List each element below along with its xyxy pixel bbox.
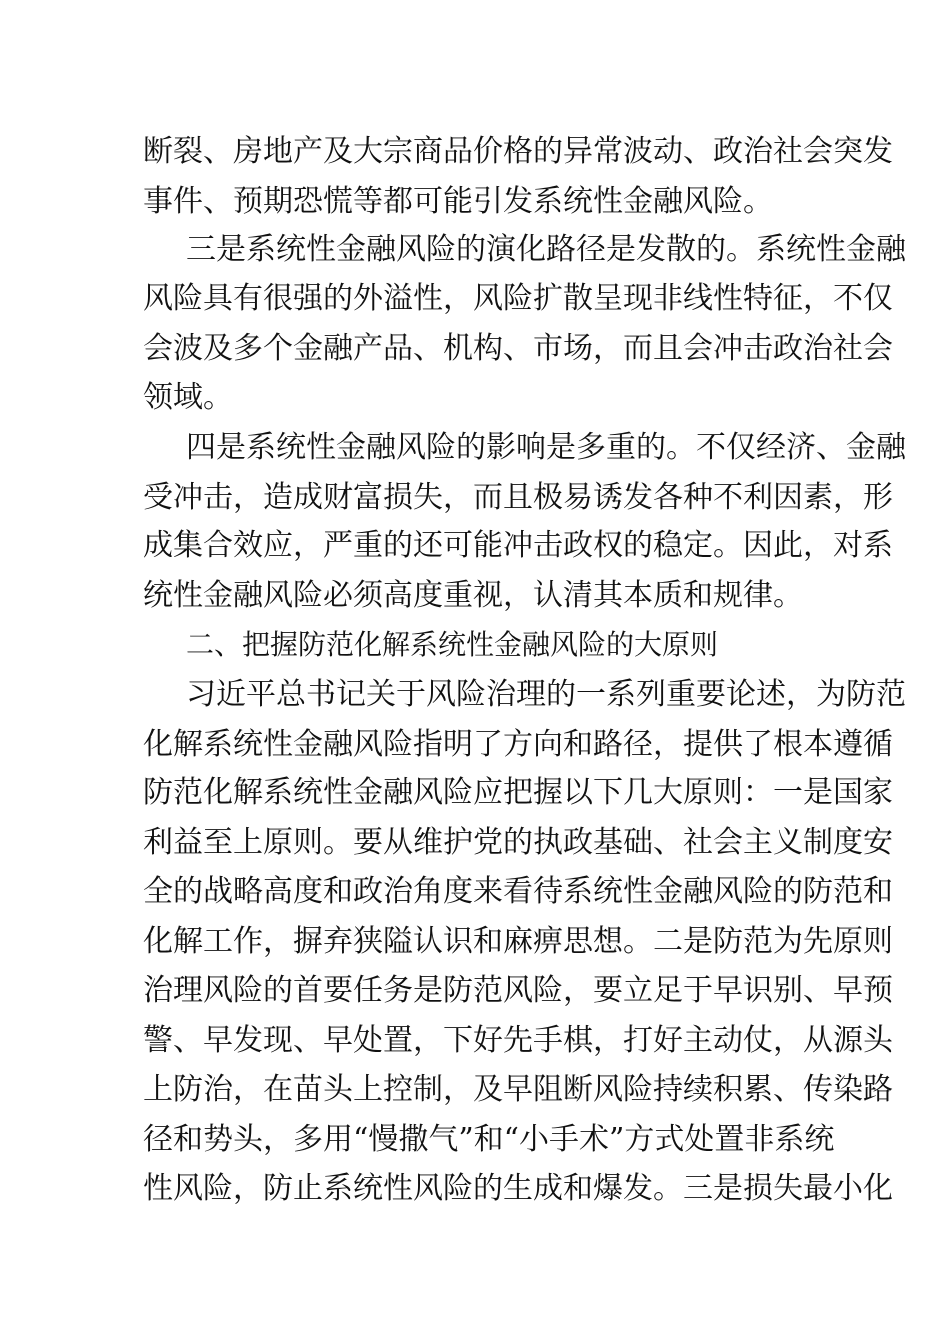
text-line: 会波及多个金融产品、机构、市场，而且会冲击政治社会 (143, 331, 893, 366)
text-line: 受冲击，造成财富损失，而且极易诱发各种不利因素，形 (143, 480, 893, 515)
text-line: 事件、预期恐慌等都可能引发系统性金融风险。 (143, 184, 773, 219)
text-line: 全的战略高度和政治角度来看待系统性金融风险的防范和 (143, 874, 893, 909)
text-line: 治理风险的首要任务是防范风险，要立足于早识别、早预 (143, 973, 893, 1008)
section-heading: 二、把握防范化解系统性金融风险的大原则 (186, 628, 719, 661)
text-line: 统性金融风险必须高度重视，认清其本质和规律。 (143, 578, 803, 613)
text-line: 防范化解系统性金融风险应把握以下几大原则：一是国家 (143, 775, 893, 810)
text-line: 风险具有很强的外溢性，风险扩散呈现非线性特征，不仅 (143, 281, 893, 316)
text-line: 领域。 (143, 380, 233, 415)
paragraph-first-line: 四是系统性金融风险的影响是多重的。不仅经济、金融 (186, 430, 906, 465)
text-line: 上防治，在苗头上控制，及早阻断风险持续积累、传染路 (143, 1072, 893, 1107)
paragraph-first-line: 三是系统性金融风险的演化路径是发散的。系统性金融 (186, 232, 906, 267)
text-line: 化解工作，摒弃狭隘认识和麻痹思想。二是防范为先原则 (143, 924, 893, 959)
text-line: 警、早发现、早处置，下好先手棋，打好主动仗，从源头 (143, 1023, 893, 1058)
text-line: 断裂、房地产及大宗商品价格的异常波动、政治社会突发 (143, 134, 893, 169)
text-line: 径和势头，多用“慢撒气”和“小手术”方式处置非系统 (143, 1122, 835, 1157)
text-line: 化解系统性金融风险指明了方向和路径，提供了根本遵循 (143, 727, 893, 762)
text-line: 利益至上原则。要从维护党的执政基础、社会主义制度安 (143, 825, 893, 860)
paragraph-first-line: 习近平总书记关于风险治理的一系列重要论述，为防范 (186, 677, 906, 712)
text-line: 成集合效应，严重的还可能冲击政权的稳定。因此，对系 (143, 528, 893, 563)
text-line: 性风险，防止系统性风险的生成和爆发。三是损失最小化 (143, 1171, 893, 1206)
